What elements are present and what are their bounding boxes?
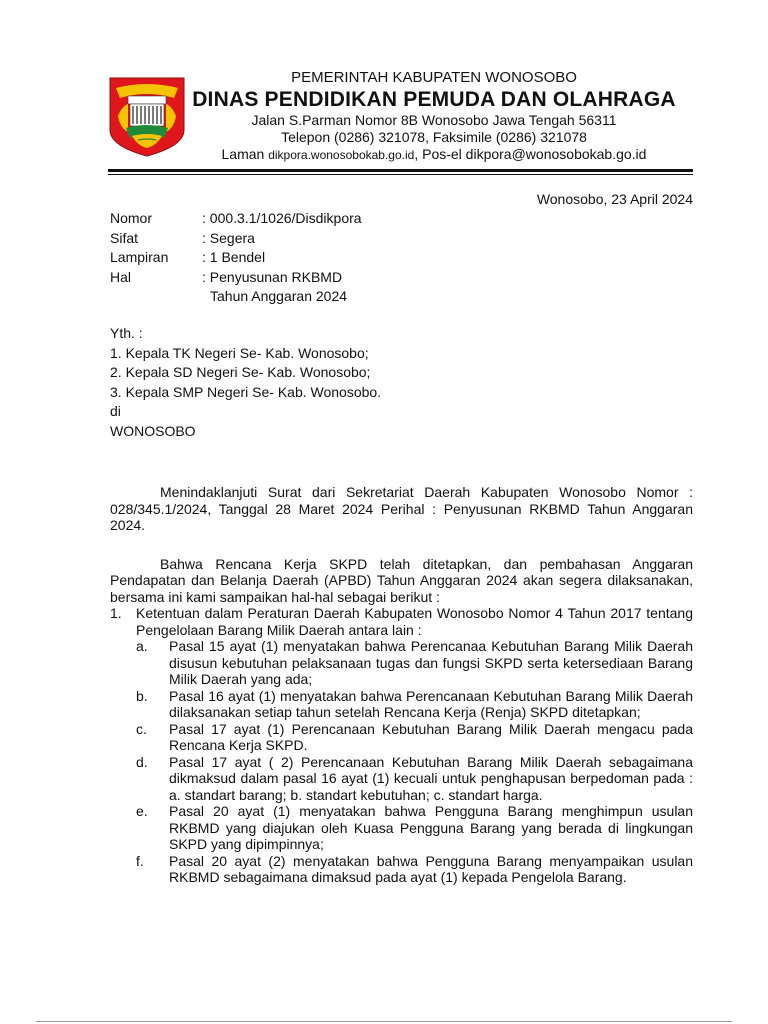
sub-item	[136, 721, 693, 754]
letterhead-government: PEMERINTAH KABUPATEN WONOSOBO	[291, 69, 577, 86]
meta-row	[110, 229, 362, 249]
sub-item-letter: e.	[136, 803, 148, 819]
web-url: dikpora.wonosobokab.go.id	[268, 148, 415, 162]
meta-key: Lampiran	[110, 249, 169, 265]
web-label: Laman	[221, 146, 269, 162]
letterhead-address: Jalan S.Parman Nomor 8B Wonosobo Jawa Tengah 56311	[251, 112, 617, 128]
sub-item	[136, 853, 693, 886]
sub-item-text: Pasal 17 ayat (1) Perencanaan Kebutuhan Barang Milik Daerah mengacu pada Rencana Kerja SKPD.	[169, 720, 693, 753]
meta-value: : 000.3.1/1026/Disdikpora	[202, 210, 362, 226]
letterhead-agency: DINAS PENDIDIKAN PEMUDA DAN OLAHRAGA	[192, 88, 676, 111]
recipient-city: WONOSOBO	[110, 422, 196, 439]
letterhead-web-email	[190, 146, 678, 164]
meta-value-continued: Tahun Anggaran 2024	[210, 288, 348, 304]
body-paragraph-1: Menindaklanjuti Surat dari Sekretariat Daerah Kabupaten Wonosobo Nomor : 028/345.1/2024, Tanggal 28 Maret 2024 Perihal : Penyusunan RKBMD Tahun Anggaran 2024.	[110, 484, 693, 533]
sub-item-letter: f.	[136, 852, 144, 869]
numbered-item	[110, 605, 693, 638]
sub-item-text: Pasal 20 ayat (2) menyatakan bahwa Pengguna Barang menyampaikan usulan RKBMD sebagaimana dimaksud pada ayat (1) kepada Pengelola Barang.	[169, 852, 693, 885]
meta-value: : Penyusunan RKBMD	[202, 268, 343, 285]
meta-row	[110, 268, 362, 288]
sub-item-text: Pasal 16 ayat (1) menyatakan bahwa Perencanaan Kebutuhan Barang Milik Daerah dilaksanakan setiap tahun setelah Rencana Kerja (Renja) SKPD ditetapkan;	[169, 687, 693, 720]
letterhead	[190, 66, 678, 164]
sub-item	[136, 638, 693, 688]
sub-item-letter: c.	[136, 720, 147, 737]
meta-row	[110, 209, 362, 229]
meta-key: Nomor	[110, 210, 153, 226]
email-text: , Pos-el dikpora@wonosobokab.go.id	[414, 146, 647, 162]
letterhead-phone: Telepon (0286) 321078, Faksimile (0286) 321078	[281, 129, 587, 145]
sub-item	[136, 803, 693, 853]
recipient-block	[110, 324, 381, 441]
meta-key: Hal	[110, 268, 132, 285]
letterhead-rule-thin	[108, 174, 693, 175]
letterhead-rule-thick	[108, 169, 693, 172]
letter-meta	[110, 209, 362, 307]
sub-item-letter: d.	[136, 753, 148, 770]
meta-row	[110, 248, 362, 268]
sub-item-text: Pasal 20 ayat (1) menyatakan bahwa Pengguna Barang menghimpun usulan RKBMD yang diajukan oleh Kuasa Pengguna Barang yang berada di lingkungan SKPD yang dipimpinnya;	[169, 803, 693, 852]
recipient-line: 2. Kepala SD Negeri Se- Kab. Wonosobo;	[110, 364, 371, 380]
sub-item-text: Pasal 15 ayat (1) menyatakan bahwa Perencanaa Kebutuhan Barang Milik Daerah disusun kebutuhan pelaksanaan tugas dan fungsi SKPD serta ketersediaan Barang Milik Daerah yang ada;	[169, 638, 693, 687]
recipient-line: 3. Kepala SMP Negeri Se- Kab. Wonosobo.	[110, 383, 382, 400]
meta-value: : Segera	[202, 229, 255, 246]
sub-item	[136, 688, 693, 721]
sub-item-text: Pasal 17 ayat ( 2) Perencanaan Kebutuhan Barang Milik Daerah sebagaimana dikmaksud dalam pasal 16 ayat (1) kecuali untuk penghapusan berpedoman pada : a. standart barang; b. standart kebutuhan; c. standart harga.	[169, 753, 693, 803]
meta-row	[110, 287, 362, 307]
item-number: 1.	[110, 605, 122, 621]
sub-item-letter: b.	[136, 687, 148, 704]
sub-item	[136, 754, 693, 804]
wonosobo-emblem-logo	[108, 76, 186, 158]
meta-value: : 1 Bendel	[202, 249, 266, 265]
item-text: Ketentuan dalam Peraturan Daerah Kabupaten Wonosobo Nomor 4 Tahun 2017 tentang Pengelolaan Barang Milik Daerah antara lain :	[136, 605, 693, 638]
meta-key: Sifat	[110, 229, 139, 246]
letter-date: Wonosobo, 23 April 2024	[536, 191, 693, 207]
sub-item-letter: a.	[136, 638, 148, 654]
recipient-line: 1. Kepala TK Negeri Se- Kab. Wonosobo;	[110, 344, 369, 361]
page-bottom-line	[36, 1021, 732, 1022]
letter-body	[110, 484, 693, 886]
recipient-greeting: Yth. :	[110, 325, 143, 341]
body-paragraph-2: Bahwa Rencana Kerja SKPD telah ditetapkan, dan pembahasan Anggaran Pendapatan dan Belanja Daerah (APBD) Tahun Anggaran 2024 akan segera dilaksanakan, bersama ini kami sampaikan hal-hal sebagai berikut :	[110, 555, 693, 605]
recipient-at: di	[110, 403, 121, 419]
